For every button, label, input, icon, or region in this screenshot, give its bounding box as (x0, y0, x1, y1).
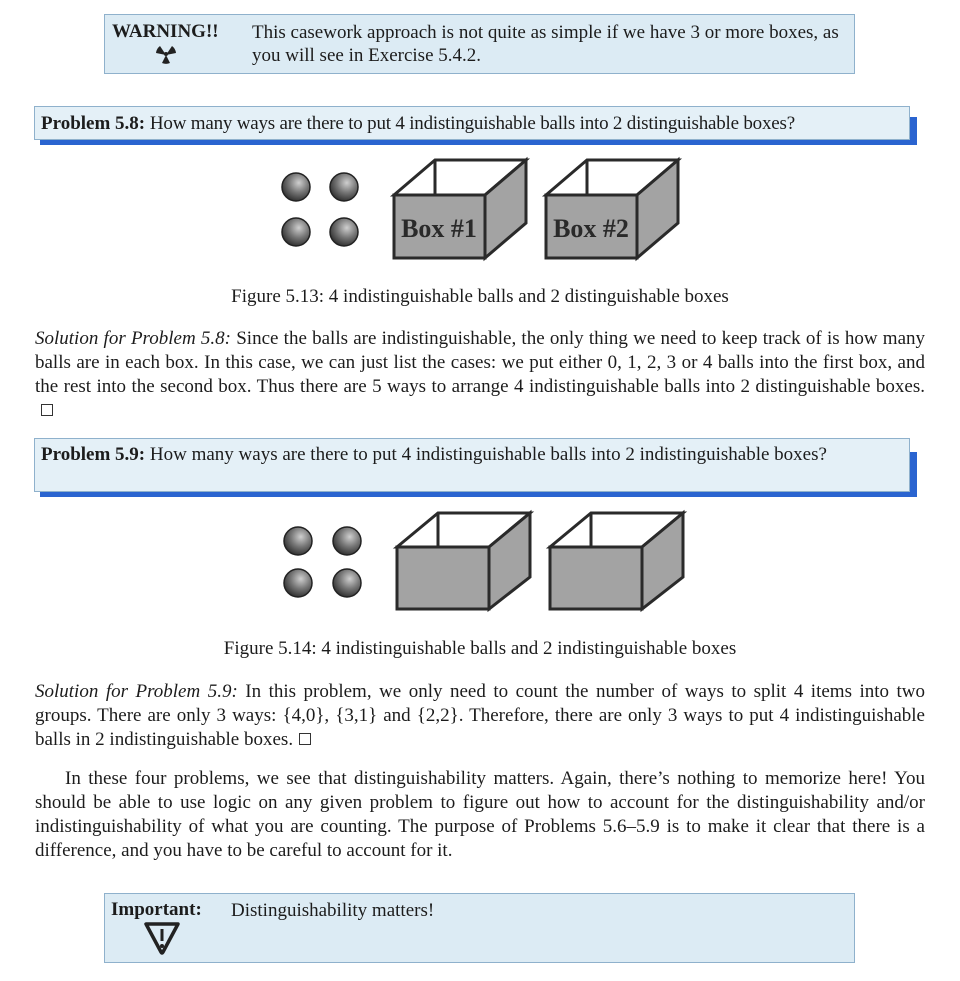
figure-5-14 (270, 505, 700, 620)
solution-5-9-text: In this problem, we only need to count the number of ways to split 4 items into two groups. There are only 3 ways: {4,0}, {3,1} and {2,2}. Therefore, there are only 3 ways to put 4 indistinguishable balls in 2 indistinguishable boxes. (35, 681, 925, 750)
solution-5-8 (35, 327, 925, 423)
radiation-icon (155, 43, 177, 65)
box-2-label: Box #2 (553, 214, 629, 243)
problem-5-8-box (34, 106, 910, 140)
qed-square-icon (299, 733, 311, 745)
warning-box (104, 14, 855, 74)
problem-5-9-label: Problem 5.9: (41, 444, 146, 465)
box-4 (550, 513, 683, 609)
box-3 (397, 513, 530, 609)
important-label: Important: (111, 899, 202, 920)
problem-5-8-label: Problem 5.8: (41, 113, 146, 134)
discussion-text: In these four problems, we see that distinguishability matters. Again, there’s nothing to memorize here! You should be able to use logic on any given problem to figure out how to account for the distinguishability and/or indistinguishability of what you are counting. The purpose of Problems 5.6–5.9 is to make it clear that there is a difference, and you have to be careful to account for it. (35, 768, 925, 861)
problem-5-9-text: How many ways are there to put 4 indistinguishable balls into 2 indistinguishable boxes? (149, 444, 827, 465)
important-text: Distinguishability matters! (231, 900, 435, 921)
warning-text: This casework approach is not quite as simple if we have 3 or more boxes, as you will see in Exercise 5.4.2. (252, 22, 839, 66)
important-box (104, 893, 855, 963)
ball (284, 527, 312, 555)
ball (333, 527, 361, 555)
ball (330, 218, 358, 246)
ball (330, 173, 358, 201)
problem-5-9-box (34, 438, 910, 492)
box-1 (394, 160, 526, 258)
ball (333, 569, 361, 597)
qed-square-icon (41, 404, 53, 416)
box-2 (546, 160, 678, 258)
solution-5-8-text: Since the balls are indistinguishable, the only thing we need to keep track of is how many balls are in each box. In this case, we can just list the cases: we put either 0, 1, 2, 3 or 4 balls into the first box, and the rest into the second box. Thus there are 5 ways to arrange 4 indistinguishable balls into 2 distinguishable boxes. (35, 328, 926, 397)
figure-5-13 (270, 150, 690, 265)
box-1-label: Box #1 (401, 214, 477, 243)
ball (282, 218, 310, 246)
discussion-paragraph (35, 767, 925, 863)
problem-5-8-text: How many ways are there to put 4 indistinguishable balls into 2 distinguishable boxes? (149, 113, 795, 134)
solution-5-9-lead: Solution for Problem 5.9: (35, 681, 238, 702)
figure-5-13-caption: Figure 5.13: 4 indistinguishable balls and 2 distinguishable boxes (231, 286, 729, 307)
solution-5-8-lead: Solution for Problem 5.8: (35, 328, 231, 349)
warning-label: WARNING!! (112, 21, 219, 42)
solution-5-9 (35, 680, 925, 752)
exclamation-triangle-icon (142, 920, 182, 956)
figure-5-14-caption: Figure 5.14: 4 indistinguishable balls and 2 indistinguishable boxes (223, 638, 737, 659)
ball (284, 569, 312, 597)
ball (282, 173, 310, 201)
